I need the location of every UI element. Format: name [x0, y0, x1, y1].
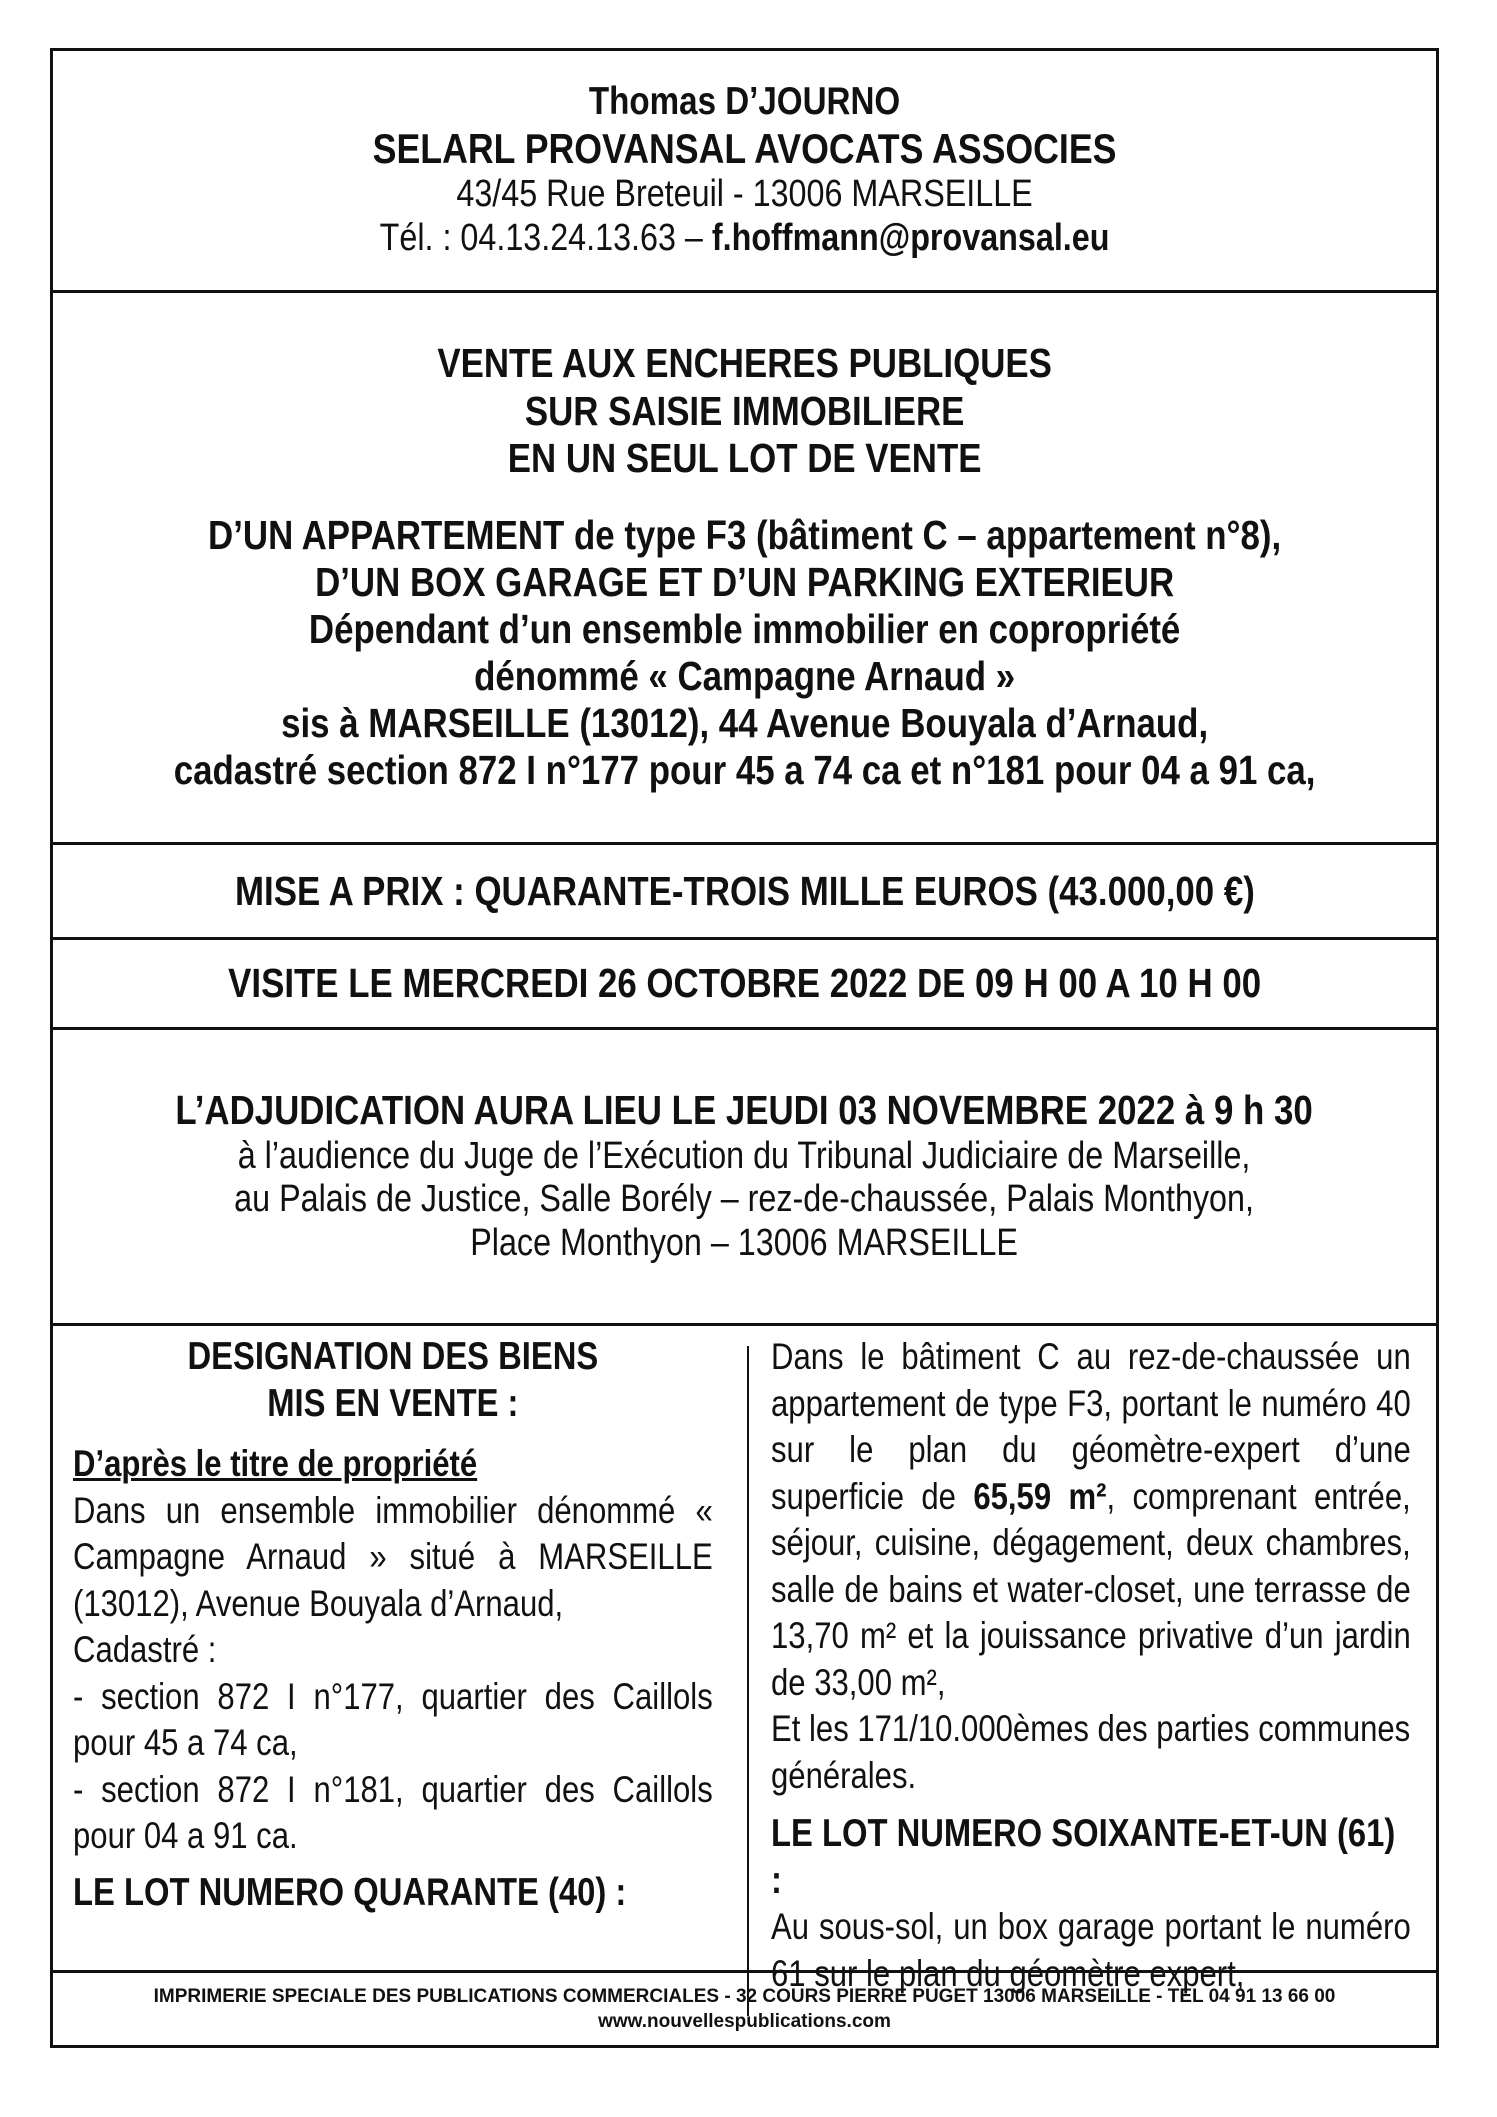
lot-61-title: LE LOT NUMERO SOIXANTE-ET-UN (61) : — [771, 1812, 1396, 1902]
cadastre-label: Cadastré : — [73, 1629, 217, 1670]
lot-40-area: 65,59 m² — [973, 1475, 1107, 1517]
law-firm: SELARL PROVANSAL AVOCATS ASSOCIES — [372, 125, 1117, 173]
printer-footer — [53, 1970, 1436, 2045]
designation-right-column — [771, 1334, 1411, 1997]
designation-heading-2: MIS EN VENTE : — [267, 1381, 519, 1425]
visit-box — [53, 940, 1436, 1030]
sale-title-2: SUR SAISIE IMMOBILIERE — [524, 387, 965, 434]
lawyer-name: Thomas D’JOURNO — [588, 80, 901, 124]
printer-website[interactable]: www.nouvellespublications.com — [598, 2011, 891, 2032]
printer-info: IMPRIMERIE SPECIALE DES PUBLICATIONS COMMERCIALES - 32 COURS PIERRE PUGET 13006 MARSEILLE - TEL 04 91 13 66 00 — [153, 1986, 1336, 2007]
designation-heading-1: DESIGNATION DES BIENS — [187, 1335, 599, 1378]
starting-price-box — [53, 845, 1436, 940]
notice-frame — [50, 48, 1439, 2048]
sale-object-5: sis à MARSEILLE (13012), 44 Avenue Bouyala d’Arnaud, — [280, 700, 1209, 747]
lot-40-text-post: , comprenant entrée, séjour, cuisine, dégagement, deux chambres, salle de bains et water-closet, une terrasse de 13,70 m² et la jouissance privative d’un jardin de 33,00 m², — [771, 1475, 1411, 1703]
adjudication-line-2: au Palais de Justice, Salle Borély – rez-de-chaussée, Palais Monthyon, — [234, 1178, 1255, 1221]
sale-object-3: Dépendant d’un ensemble immobilier en copropriété — [308, 606, 1181, 653]
adjudication-line-3: Place Monthyon – 13006 MARSEILLE — [470, 1221, 1019, 1264]
lot-40-text-pre: Dans le bâtiment C au rez-de-chaussée un appartement de type F3, portant le numéro 40 sur le plan du géomètre-expert d’une superficie de — [771, 1336, 1411, 1517]
sale-description — [53, 293, 1436, 845]
column-divider — [747, 1346, 749, 2016]
designation-columns — [53, 1326, 1436, 2026]
sale-object-6: cadastré section 872 I n°177 pour 45 a 74 ca et n°181 pour 04 a 91 ca, — [173, 747, 1316, 794]
sale-object-4: dénommé « Campagne Arnaud » — [474, 653, 1015, 700]
cadastre-item-1: - section 872 I n°177, quartier des Caillols pour 45 a 74 ca, — [73, 1675, 713, 1763]
firm-email[interactable]: f.hoffmann@provansal.eu — [711, 217, 1110, 260]
sale-object-2: D’UN BOX GARAGE ET D’UN PARKING EXTERIEUR — [314, 558, 1175, 605]
adjudication-title: L’ADJUDICATION AURA LIEU LE JEUDI 03 NOVEMBRE 2022 à 9 h 30 — [175, 1087, 1314, 1134]
adjudication-line-1: à l’audience du Juge de l’Exécution du Tribunal Judiciaire de Marseille, — [238, 1134, 1251, 1177]
starting-price: MISE A PRIX : QUARANTE-TROIS MILLE EUROS (43.000,00 €) — [234, 867, 1255, 914]
lot-40-shares: Et les 171/10.000èmes des parties communes générales. — [771, 1708, 1411, 1796]
sale-object-1: D’UN APPARTEMENT de type F3 (bâtiment C – appartement n°8), — [207, 511, 1282, 558]
lawyer-header — [53, 51, 1436, 293]
visit-date: VISITE LE MERCREDI 26 OCTOBRE 2022 DE 09 H 00 A 10 H 00 — [228, 960, 1261, 1006]
title-deed-subheading: D’après le titre de propriété — [73, 1443, 478, 1484]
cadastre-item-2: - section 872 I n°181, quartier des Caillols pour 04 a 91 ca. — [73, 1768, 713, 1856]
firm-phone: Tél. : 04.13.24.13.63 – — [379, 217, 712, 260]
lot-40-description — [771, 1334, 1411, 1706]
sale-title-3: EN UN SEUL LOT DE VENTE — [507, 434, 982, 481]
adjudication-box — [53, 1030, 1436, 1326]
designation-left-column — [73, 1334, 713, 1916]
designation-paragraph: Dans un ensemble immobilier dénommé « Campagne Arnaud » situé à MARSEILLE (13012), Avenue Bouyala d’Arnaud, — [73, 1489, 713, 1624]
firm-contact — [373, 217, 1117, 261]
lot-40-title: LE LOT NUMERO QUARANTE (40) : — [73, 1870, 627, 1914]
lot-61-description: Au sous-sol, un box garage portant le numéro 61 sur le plan du géomètre expert, — [771, 1906, 1411, 1994]
firm-address: 43/45 Rue Breteuil - 13006 MARSEILLE — [456, 173, 1033, 216]
sale-title-1: VENTE AUX ENCHERES PUBLIQUES — [437, 340, 1052, 387]
